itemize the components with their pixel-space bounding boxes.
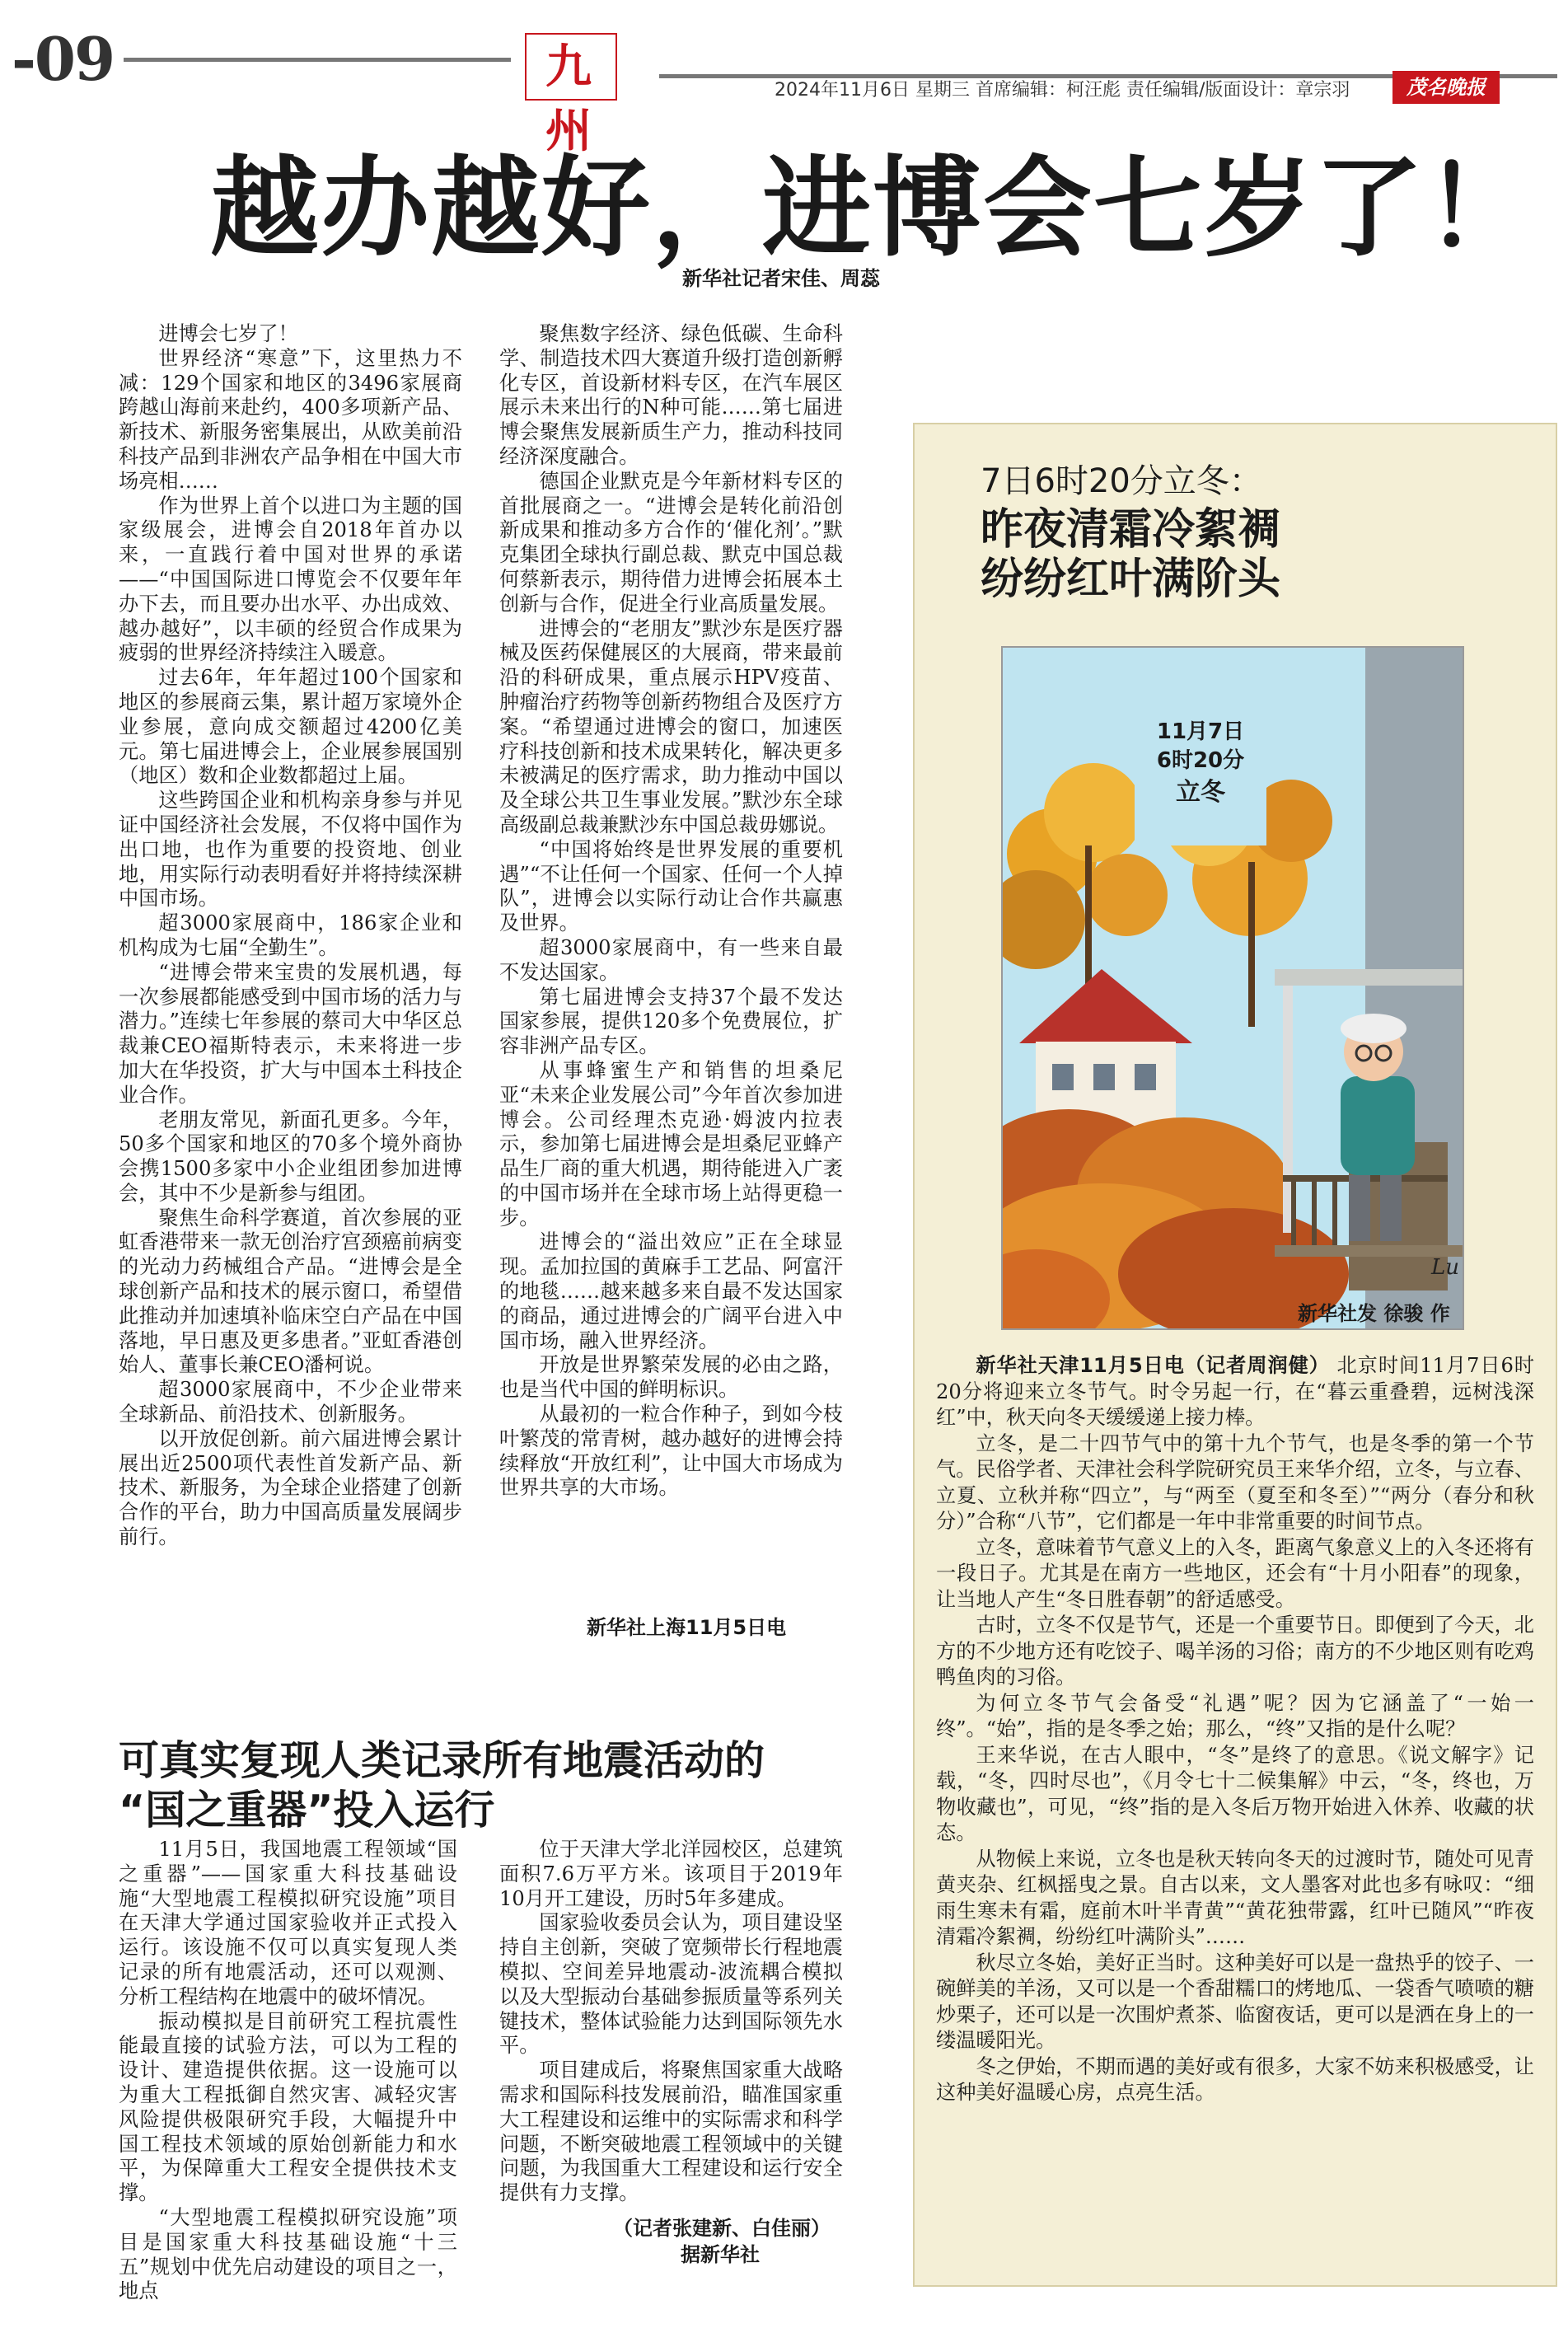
main-article-dateline: 新华社上海11月5日电 [587, 1616, 787, 1639]
paragraph: 超3000家展商中，186家企业和机构成为七届“全勤生”。 [119, 911, 462, 959]
sidebar-title-line-2: 纷纷红叶满阶头 [981, 555, 1281, 604]
cartoon-illustration [1001, 646, 1464, 1330]
second-article-title-line-2: “国之重器”投入运行 [119, 1787, 495, 1834]
paragraph: 秋尽立冬始，美好正当时。这种美好可以是一盘热乎的饺子、一碗鲜美的羊汤，又可以是一个香甜糯口的烤地瓜、一袋香气喷喷的糖炒栗子，还可以是一次围炉煮茶、临窗夜话，更可以是洒在身上的一缕温暖阳光。 [936, 1951, 1534, 2052]
paragraph: 超3000家展商中，不少企业带来全球新品、前沿技术、创新服务。 [119, 1378, 462, 1426]
paragraph [936, 1353, 1534, 1431]
paragraph: 国家验收委员会认为，项目建设坚持自主创新，突破了宽频带长行程地震模拟、空间差异地震动-波流耦合模拟以及大型振动台基础参振质量等系列关键技术，整体试验能力达到国际领先水平。 [499, 1911, 843, 2058]
paragraph: 开放是世界繁荣发展的必由之路，也是当代中国的鲜明标识。 [499, 1353, 843, 1402]
cartoon-sign-date: 11月7日 [1156, 719, 1245, 744]
paragraph: 老朋友常见，新面孔更多。今年，50多个国家和地区的70多个境外商协会携1500多家中小企业组团参加进博会，其中不少是新参与组团。 [119, 1108, 462, 1205]
section-label: 九州 [525, 33, 617, 101]
paragraph: 从最初的一粒合作种子，到如今枝叶繁茂的常青树，越办越好的进博会持续释放“开放红利”，让中国大市场成为世界共享的大市场。 [499, 1403, 843, 1500]
second-article-column-2 [499, 1838, 843, 2206]
byline: 新华社记者宋佳、周蕊 [682, 267, 880, 290]
paragraph: 第七届进博会支持37个最不发达国家参展，提供120多个免费展位，扩容非洲产品专区。 [499, 985, 843, 1058]
paragraph: 位于天津大学北洋园校区，总建筑面积7.6万平方米。该项目于2019年10月开工建设，历时5年多建成。 [499, 1838, 843, 1910]
paragraph: 11月5日，我国地震工程领域“国之重器”——国家重大科技基础设施“大型地震工程模拟研究设施”项目在天津大学通过国家验收并正式投入运行。该设施不仅可以真实复现人类记录的所有地震活动，还可以观测、分析工程结构在地震中的破坏情况。 [119, 1838, 457, 2008]
paragraph: 过去6年，年年超过100个国家和地区的参展商云集，累计超万家境外企业参展，意向成交额超过4200亿美元。第七届进博会上，企业展参展国别（地区）数和企业数都超过上届。 [119, 666, 462, 788]
main-headline: 越办越好，进博会七岁了！ [210, 145, 1535, 272]
second-article-title-line-1: 可真实复现人类记录所有地震活动的 [119, 1737, 765, 1784]
paragraph: 古时，立冬不仅是节气，还是一个重要节日。即便到了今天，北方的不少地方还有吃饺子、喝羊汤的习俗；南方的不少地区则有吃鸡鸭鱼肉的习俗。 [936, 1614, 1534, 1689]
paragraph: 进博会七岁了！ [158, 322, 298, 345]
paragraph: “进博会带来宝贵的发展机遇，每一次参展都能感受到中国市场的活力与潜力。”连续七年参展的蔡司大中华区总裁兼CEO福斯特表示，未来将进一步加大在华投资，扩大与中国本土科技企业合作。 [119, 960, 462, 1107]
sidebar-kicker: 7日6时20分立冬： [981, 462, 1262, 500]
paragraph: 为何立冬节气会备受“礼遇”呢？因为它涵盖了“一始一终”。“始”，指的是冬季之始；那么，“终”又指的是什么呢？ [936, 1691, 1534, 1740]
paragraph: “中国将始终是世界发展的重要机遇”“不让任何一个国家、任何一个人掉队”，进博会以实际行动让合作共赢惠及世界。 [499, 837, 843, 935]
paragraph: 进博会的“老朋友”默沙东是医疗器械及医药保健展区的大展商，带来最前沿的科研成果，重点展示HPV疫苗、肿瘤治疗药物等创新药物组合及医疗方案。“希望通过进博会的窗口，加速医疗科技创新和技术成果转化，解决更多未被满足的医疗需求，助力推动中国以及全球公共卫生事业发展。”默沙东全球高级副总裁兼默沙东中国总裁毋娜说。 [499, 616, 843, 836]
second-article-reporters: （记者张建新、白佳丽） [613, 2217, 831, 2240]
paragraph: 德国企业默克是今年新材料专区的首批展商之一。“进博会是转化前沿创新成果和推动多方合作的‘催化剂’。”默克集团全球执行副总裁、默克中国总裁何蔡新表示，期待借力进博会拓展本土创新与合作，促进全行业高质量发展。 [499, 469, 843, 616]
paragraph: 聚焦生命科学赛道，首次参展的亚虹香港带来一款无创治疗宫颈癌前病变的光动力药械组合产品。“进博会是全球创新产品和技术的展示窗口，希望借此推动并加速填补临床空白产品在中国落地，早日惠及更多患者。”亚虹香港创始人、董事长兼CEO潘柯说。 [119, 1206, 462, 1377]
paragraph: 立冬，是二十四节气中的第十九个节气，也是冬季的第一个节气。民俗学者、天津社会科学院研究员王来华介绍，立冬，与立春、立夏、立秋并称“四立”，与“两至（夏至和冬至）”“两分（春分和秋分）”合称“八节”，它们都是一年中非常重要的时间节点。 [936, 1431, 1534, 1533]
main-article-column-2 [499, 322, 843, 1501]
paragraph: 聚焦数字经济、绿色低碳、生命科学、制造技术四大赛道升级打造创新孵化专区，首设新材料专区，在汽车展区展示未来出行的N种可能……第七届进博会聚焦发展新质生产力，推动科技同经济深度融合。 [499, 322, 843, 468]
paragraph: 世界经济“寒意”下，这里热力不减：129个国家和地区的3496家展商跨越山海前来赴约，400多项新产品、新技术、新服务密集展出，从欧美前沿科技产品到非洲农产品争相在中国大市场亮相…… [119, 346, 462, 493]
paragraph: “大型地震工程模拟研究设施”项目是国家重大科技基础设施“十三五”规划中优先启动建设的项目之一，地点 [119, 2205, 457, 2303]
cartoon-sign-time: 6时20分 [1156, 748, 1245, 773]
paragraph: 振动模拟是目前研究工程抗震性能最直接的试验方法，可以为工程的设计、建造提供依据。这一设施可以为重大工程抵御自然灾害、减轻灾害风险提供极限研究手段，大幅提升中国工程技术领域的原始创新能力和水平，为保障重大工程安全提供技术支撑。 [119, 2009, 457, 2205]
paragraph: 以开放促创新。前六届进博会累计展出近2500项代表性首发新产品、新技术、新服务，为全球企业搭建了创新合作的平台，助力中国高质量发展阔步前行。 [119, 1426, 462, 1549]
second-article-column-1 [119, 1838, 457, 2304]
artist-signature: Lu [1431, 1255, 1460, 1280]
cartoon-credit: 新华社发 徐骏 作 [1298, 1302, 1450, 1325]
sidebar-article-body [936, 1353, 1534, 2106]
paragraph-text: 北京时间11月7日6时20分将迎来立冬节气。时令另起一行，在“暮云重叠碧，远树浅深红”中，秋天向冬天缓缓递上接力棒。 [936, 1354, 1534, 1429]
main-article-column-1 [119, 322, 462, 1550]
sidebar-title-line-1: 昨夜清霜冷絮裯 [981, 505, 1281, 555]
paragraph: 冬之伊始，不期而遇的美好或有很多，大家不妨来积极感受，让这种美好温暖心房，点亮生活。 [936, 2054, 1534, 2104]
paragraph: 从事蜂蜜生产和销售的坦桑尼亚“未来企业发展公司”今年首次参加进博会。公司经理杰克逊·姆波内拉表示，参加第七届进博会是坦桑尼亚蜂产品生厂商的重大机遇，期待能进入广袤的中国市场并在全球市场上站得更稳一步。 [499, 1058, 843, 1230]
sidebar-lead: 新华社天津11月5日电（记者周润健） [976, 1354, 1330, 1377]
paragraph: 立冬，意味着节气意义上的入冬，距离气象意义上的入冬还将有一段日子。尤其是在南方一些地区，还会有“十月小阳春”的现象，让当地人产生“冬日胜春朝”的舒适感受。 [936, 1535, 1534, 1611]
page-number: -09 [12, 24, 115, 94]
solar-term-sign [1135, 697, 1266, 845]
paragraph: 王来华说，在古人眼中，“冬”是终了的意思。《说文解字》记载，“冬，四时尽也”，《月令七十二候集解》中云，“冬，终也，万物收藏也”，可见，“终”指的是入冬后万物开始进入休养、收藏的状态。 [936, 1743, 1534, 1844]
paragraph: 超3000家展商中，有一些来自最不发达国家。 [499, 935, 843, 984]
header-rule-left [124, 58, 511, 62]
paragraph: 进博会的“溢出效应”正在全球显现。孟加拉国的黄麻手工艺品、阿富汗的地毯……越来越多来自最不发达国家的商品，通过进博会的广阔平台进入中国市场，融入世界经济。 [499, 1230, 843, 1352]
paragraph: 作为世界上首个以进口为主题的国家级展会，进博会自2018年首办以来，一直践行着中国对世界的承诺——“中国国际进口博览会不仅要年年办下去，而且要办出水平、办出成效、越办越好”，以丰硕的经贸合作成果为疲弱的世界经济持续注入暖意。 [119, 494, 462, 665]
date-editor-line: 2024年11月6日 星期三 首席编辑：柯汪彪 责任编辑/版面设计：章宗羽 [775, 80, 1350, 101]
paragraph: 从物候上来说，立冬也是秋天转向冬天的过渡时节，随处可见青黄夹杂、红枫摇曳之景。自古以来，文人墨客对此也多有咏叹：“细雨生寒未有霜，庭前木叶半青黄”“黄花独带露，红叶已随风”“昨夜清霜冷絮裯，纷纷红叶满阶头”…… [936, 1847, 1534, 1948]
paragraph: 这些跨国企业和机构亲身参与并见证中国经济社会发展，不仅将中国作为出口地，也作为重要的投资地、创业地，用实际行动表明看好并将持续深耕中国市场。 [119, 789, 462, 911]
cartoon-sign-term: 立冬 [1176, 778, 1225, 807]
paragraph: 项目建成后，将聚焦国家重大战略需求和国际科技发展前沿，瞄准国家重大工程建设和运维中的实际需求和科学问题，不断突破地震工程领域中的关键问题，为我国重大工程建设和运行安全提供有力支撑。 [499, 2059, 843, 2205]
second-article-source: 据新华社 [681, 2243, 760, 2266]
newspaper-logo: 茂名晚报 [1392, 71, 1500, 104]
